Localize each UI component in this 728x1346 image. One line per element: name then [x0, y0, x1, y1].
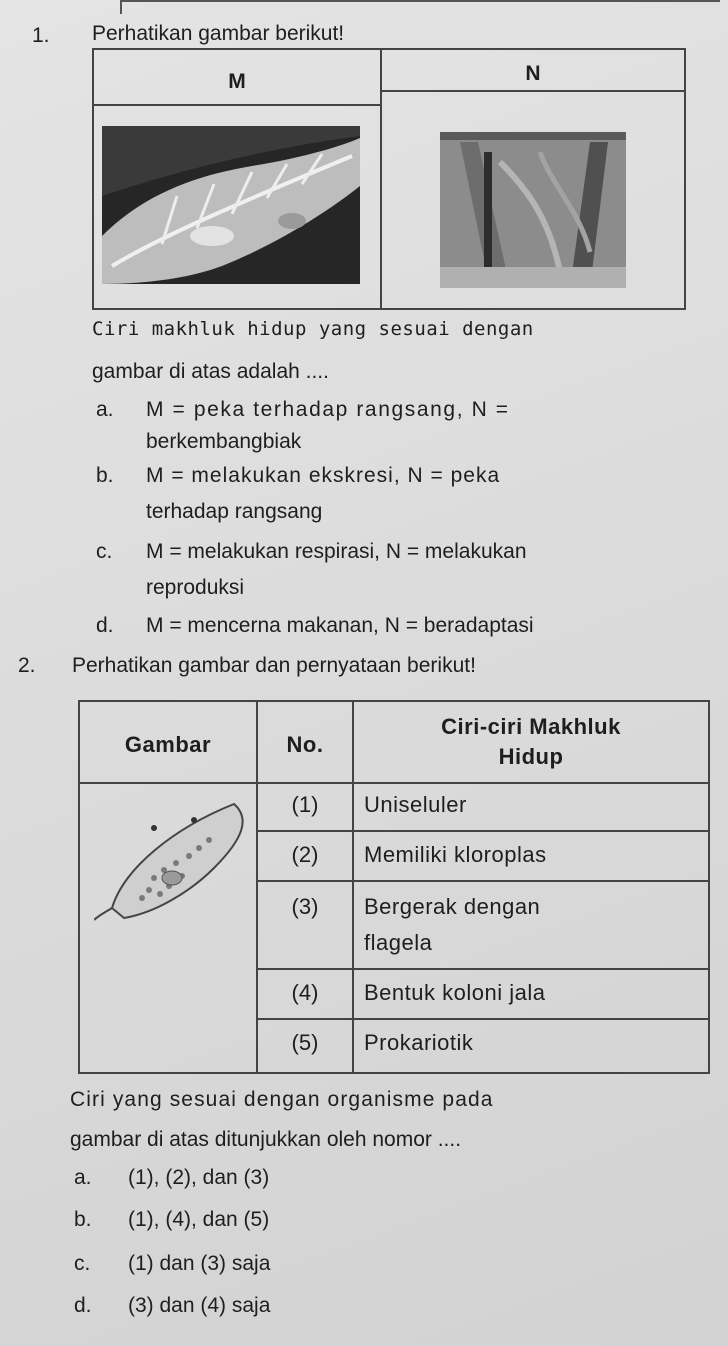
q2-stem-line1: Ciri yang sesuai dengan organisme pada [70, 1088, 494, 1111]
q2-number: 2. [18, 654, 36, 677]
q2-option-b-letter: b. [74, 1208, 92, 1231]
col-header-gambar: Gambar [124, 732, 212, 757]
row-3-no: (3) [291, 894, 319, 919]
q1-number: 1. [32, 24, 50, 47]
q1-option-b-line2: terhadap rangsang [146, 500, 323, 523]
q1-image-table [92, 48, 686, 310]
leaf-photo-m [102, 126, 360, 284]
q1-stem-line1: Ciri makhluk hidup yang sesuai dengan [92, 318, 534, 340]
row-1-no: (1) [291, 792, 319, 817]
q1-option-a-line2: berkembangbiak [146, 430, 302, 453]
col-header-ciri-line2: Hidup [498, 744, 564, 769]
q1-prompt: Perhatikan gambar berikut! [92, 22, 345, 45]
q1-option-c-letter: c. [96, 540, 113, 563]
q2-option-a-letter: a. [74, 1166, 92, 1189]
header-m: M [228, 70, 246, 93]
q1-option-a-letter: a. [96, 398, 114, 421]
row-2-no: (2) [291, 842, 319, 867]
row-1-ciri: Uniseluler [364, 792, 467, 817]
q2-option-b-text: (1), (4), dan (5) [128, 1208, 270, 1231]
row-2-ciri: Memiliki kloroplas [364, 842, 547, 867]
row-5-ciri: Prokariotik [364, 1030, 474, 1055]
q2-option-c-text: (1) dan (3) saja [128, 1252, 271, 1275]
page-top-rule [120, 0, 720, 2]
q2-prompt: Perhatikan gambar dan pernyataan berikut! [72, 654, 476, 677]
euglena-drawing [94, 798, 250, 948]
q1-option-d-line1: M = mencerna makanan, N = beradaptasi [146, 614, 534, 637]
row-4-no: (4) [291, 980, 319, 1005]
row-5-no: (5) [291, 1030, 319, 1055]
q1-option-b-letter: b. [96, 464, 114, 487]
q1-option-d-letter: d. [96, 614, 114, 637]
header-n: N [525, 62, 541, 85]
q1-stem-line2: gambar di atas adalah .... [92, 360, 329, 383]
q2-option-d-letter: d. [74, 1294, 92, 1317]
row-4-ciri: Bentuk koloni jala [364, 980, 546, 1005]
q1-option-b-line1: M = melakukan ekskresi, N = peka [146, 464, 501, 487]
q2-stem-line2: gambar di atas ditunjukkan oleh nomor .... [70, 1128, 462, 1151]
col-header-ciri-line1: Ciri-ciri Makhluk [441, 714, 621, 739]
q2-option-d-text: (3) dan (4) saja [128, 1294, 271, 1317]
q1-option-a-line1: M = peka terhadap rangsang, N = [146, 398, 510, 421]
q2-option-c-letter: c. [74, 1252, 91, 1275]
q1-option-c-line1: M = melakukan respirasi, N = melakukan [146, 540, 527, 563]
q2-option-a-text: (1), (2), dan (3) [128, 1166, 270, 1189]
row-3-ciri: Bergerak dengan [364, 894, 541, 919]
q2-table [78, 700, 710, 1074]
page-top-rule-tick [120, 0, 122, 14]
q1-option-c-line2: reproduksi [146, 576, 245, 599]
row-3-ciri-cont: flagela [364, 930, 433, 955]
plant-photo-n [440, 132, 626, 288]
col-header-no: No. [286, 732, 324, 757]
